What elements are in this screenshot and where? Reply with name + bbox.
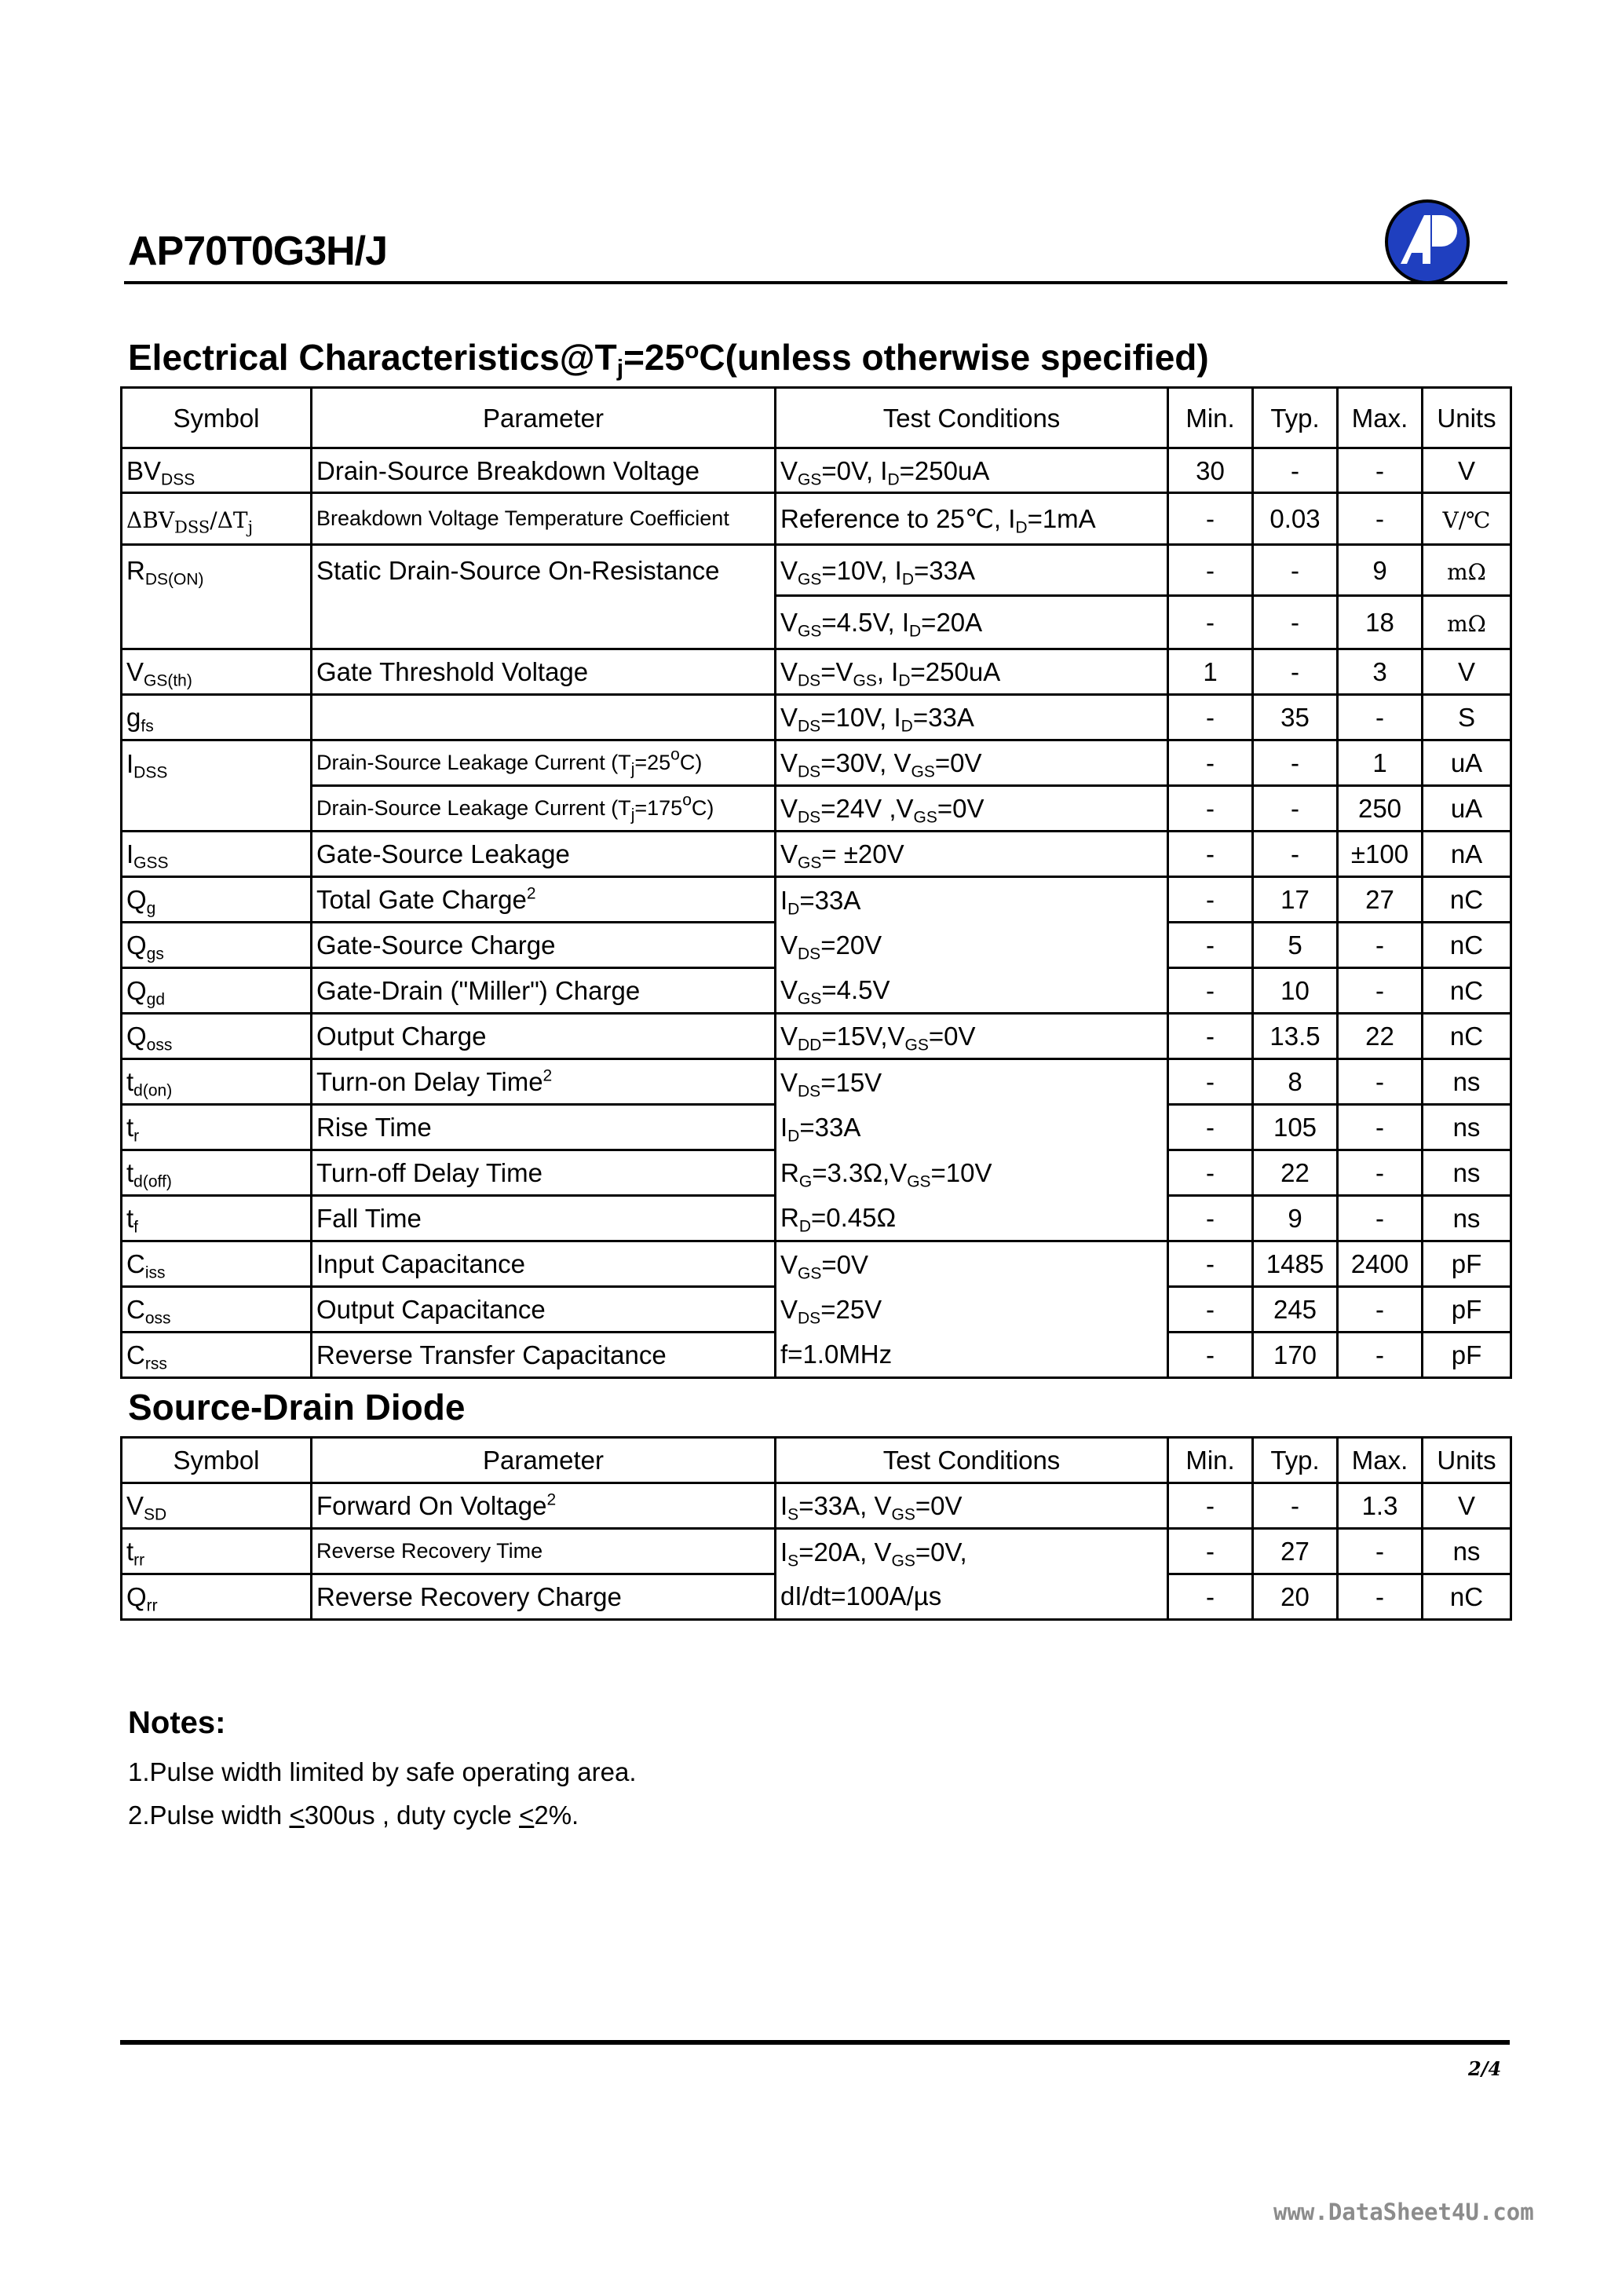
cell-units: ns [1423, 1529, 1511, 1574]
cell-max: 27 [1338, 877, 1423, 923]
cell-typ: 17 [1253, 877, 1338, 923]
electrical-characteristics-title: Electrical $Characteristics@T_j=25^oC(unless$ otherwise specified) [128, 337, 1209, 382]
header-symbol: Symbol [122, 1438, 312, 1483]
cell-typ: 22 [1253, 1150, 1338, 1196]
cell-typ: 35 [1253, 695, 1338, 740]
cell-symbol: $C_{oss}$ [122, 1287, 312, 1333]
cell-parameter: Rise Time [312, 1105, 776, 1150]
cell-units: mΩ [1423, 545, 1511, 596]
cell-typ: 8 [1253, 1059, 1338, 1105]
cell-parameter: Fall Time [312, 1196, 776, 1241]
cell-typ: 27 [1253, 1529, 1338, 1574]
footer-rule [120, 2040, 1510, 2045]
notes-title: Notes: [128, 1706, 226, 1740]
cell-symbol [122, 596, 312, 649]
cell-typ: 20 [1253, 1574, 1338, 1620]
cell-typ: - [1253, 786, 1338, 832]
cell-parameter: Output Capacitance [312, 1287, 776, 1333]
table-row [122, 1483, 1511, 1529]
cell-typ: 10 [1253, 968, 1338, 1014]
cell-min: 30 [1168, 448, 1253, 493]
table-row [122, 1241, 1511, 1287]
cell-conditions: $R_D=0.45\Omega$ [776, 1196, 1168, 1241]
cell-symbol: $I_{GSS}$ [122, 832, 312, 877]
cell-symbol: $V_{GS(th)}$ [122, 649, 312, 695]
header-conditions: Test Conditions [776, 388, 1168, 448]
cell-max: - [1338, 1333, 1423, 1378]
table-header-row [122, 1438, 1511, 1483]
cell-conditions: $V_{DS}=10V$, $I_D=33A$ [776, 695, 1168, 740]
table-row [122, 1014, 1511, 1059]
cell-max: - [1338, 448, 1423, 493]
cell-symbol [122, 786, 312, 832]
cell-parameter: Reverse Recovery Time [312, 1529, 776, 1574]
cell-parameter [312, 695, 776, 740]
table-row [122, 968, 1511, 1014]
cell-typ: 245 [1253, 1287, 1338, 1333]
cell-parameter: Drain-Source Leakage Current $(T_j=25^oC)$ [312, 740, 776, 786]
cell-units: nC [1423, 1014, 1511, 1059]
cell-max: 9 [1338, 545, 1423, 596]
cell-units: V [1423, 1483, 1511, 1529]
table-row [122, 695, 1511, 740]
cell-conditions: $I_D=33A$ [776, 1105, 1168, 1150]
cell-min: - [1168, 1574, 1253, 1620]
cell-units: uA [1423, 786, 1511, 832]
cell-typ: 1485 [1253, 1241, 1338, 1287]
cell-max: 1 [1338, 740, 1423, 786]
table-row [122, 1105, 1511, 1150]
cell-max: - [1338, 1059, 1423, 1105]
cell-max: - [1338, 1150, 1423, 1196]
table-row [122, 740, 1511, 786]
cell-symbol: $Q_{rr}$ [122, 1574, 312, 1620]
cell-units: ns [1423, 1105, 1511, 1150]
cell-max: 18 [1338, 596, 1423, 649]
cell-symbol: $BV_{DSS}$ [122, 448, 312, 493]
cell-units: pF [1423, 1287, 1511, 1333]
cell-min: - [1168, 923, 1253, 968]
cell-conditions: $V_{GS}=10V$, $I_D=33A$ [776, 545, 1168, 596]
cell-symbol: $R_{DS(ON)}$ [122, 545, 312, 596]
cell-symbol: $Q_{gs}$ [122, 923, 312, 968]
cell-min: - [1168, 968, 1253, 1014]
cell-conditions: $V_{DS}=V_{GS}$, $I_D=250uA$ [776, 649, 1168, 695]
cell-conditions: $V_{GS}=4.5V$, $I_D=20A$ [776, 596, 1168, 649]
cell-min: - [1168, 1529, 1253, 1574]
cell-symbol: $g_{fs}$ [122, 695, 312, 740]
cell-typ: 13.5 [1253, 1014, 1338, 1059]
table-row [122, 1287, 1511, 1333]
cell-typ: - [1253, 832, 1338, 877]
cell-units: V [1423, 448, 1511, 493]
cell-min: - [1168, 1196, 1253, 1241]
cell-min: - [1168, 545, 1253, 596]
cell-symbol: $V_{SD}$ [122, 1483, 312, 1529]
cell-conditions: $V_{DD}=15V,V_{GS}=0V$ [776, 1014, 1168, 1059]
cell-typ: 105 [1253, 1105, 1338, 1150]
table-row [122, 1196, 1511, 1241]
cell-min: - [1168, 1150, 1253, 1196]
cell-symbol: $t_f$ [122, 1196, 312, 1241]
table-row [122, 1333, 1511, 1378]
cell-typ: - [1253, 545, 1338, 596]
cell-max: - [1338, 1196, 1423, 1241]
cell-max: - [1338, 1574, 1423, 1620]
cell-max: - [1338, 1529, 1423, 1574]
table-row [122, 1574, 1511, 1620]
cell-parameter [312, 596, 776, 649]
cell-units: ns [1423, 1196, 1511, 1241]
cell-symbol: $C_{rss}$ [122, 1333, 312, 1378]
table-row [122, 545, 1511, 596]
cell-parameter: Gate-Source Leakage [312, 832, 776, 877]
cell-units: nC [1423, 877, 1511, 923]
cell-units: mΩ [1423, 596, 1511, 649]
table-row [122, 596, 1511, 649]
cell-min: - [1168, 596, 1253, 649]
cell-conditions: f=1.0MHz [776, 1333, 1168, 1378]
cell-min: - [1168, 493, 1253, 545]
cell-conditions: $V_{DS}=30V$, $V_{GS}=0V$ [776, 740, 1168, 786]
cell-typ: - [1253, 649, 1338, 695]
header-min: Min. [1168, 1438, 1253, 1483]
table-row [122, 1150, 1511, 1196]
cell-max: 22 [1338, 1014, 1423, 1059]
cell-parameter: Gate-Drain ("Miller") Charge [312, 968, 776, 1014]
cell-conditions: $V_{DS}=25V$ [776, 1287, 1168, 1333]
table-row [122, 448, 1511, 493]
watermark: www.DataSheet4U.com [1273, 2199, 1534, 2225]
cell-parameter: Breakdown Voltage Temperature Coefficient [312, 493, 776, 545]
cell-max: - [1338, 923, 1423, 968]
cell-typ: 9 [1253, 1196, 1338, 1241]
part-number-title: AP70T0G3H/J [128, 229, 388, 274]
cell-typ: - [1253, 448, 1338, 493]
table-header-row [122, 388, 1511, 448]
header-symbol: Symbol [122, 388, 312, 448]
cell-min: - [1168, 832, 1253, 877]
table-row [122, 1059, 1511, 1105]
cell-max: 250 [1338, 786, 1423, 832]
cell-symbol: $Q_{oss}$ [122, 1014, 312, 1059]
cell-min: - [1168, 1059, 1253, 1105]
cell-max: 2400 [1338, 1241, 1423, 1287]
cell-symbol: $Q_{gd}$ [122, 968, 312, 1014]
cell-conditions: dI/dt=100A/µs [776, 1574, 1168, 1620]
cell-conditions: $V_{GS}=0V$, $I_D=250uA$ [776, 448, 1168, 493]
cell-symbol: $I_{DSS}$ [122, 740, 312, 786]
cell-units: pF [1423, 1241, 1511, 1287]
source-drain-diode-title: Source-Drain Diode [128, 1387, 466, 1428]
cell-conditions: $I_S=20A$, $V_{GS}=0V$, [776, 1529, 1168, 1574]
header-units: Units [1423, 1438, 1511, 1483]
cell-min: - [1168, 1287, 1253, 1333]
cell-conditions: $V_{DS}=20V$ [776, 923, 1168, 968]
cell-symbol: $t_{d(on)}$ [122, 1059, 312, 1105]
cell-min: - [1168, 740, 1253, 786]
table-row [122, 649, 1511, 695]
cell-conditions: $R_G=3.3\Omega,V_{GS}=10V$ [776, 1150, 1168, 1196]
cell-units: nC [1423, 968, 1511, 1014]
cell-parameter: Gate Threshold Voltage [312, 649, 776, 695]
table-row [122, 832, 1511, 877]
cell-parameter: Total Gate Charge$^2$ [312, 877, 776, 923]
cell-typ: 0.03 [1253, 493, 1338, 545]
cell-conditions: $V_{GS}=0V$ [776, 1241, 1168, 1287]
header-typ: Typ. [1253, 1438, 1338, 1483]
cell-min: - [1168, 1333, 1253, 1378]
cell-units: S [1423, 695, 1511, 740]
cell-parameter: Drain-Source Breakdown Voltage [312, 448, 776, 493]
cell-min: - [1168, 877, 1253, 923]
cell-min: 1 [1168, 649, 1253, 695]
cell-conditions: $V_{DS}=24V$ $,V_{GS}=0V$ [776, 786, 1168, 832]
header-max: Max. [1338, 1438, 1423, 1483]
cell-conditions: $I_D=33A$ [776, 877, 1168, 923]
cell-units: ns [1423, 1059, 1511, 1105]
cell-symbol: $t_r$ [122, 1105, 312, 1150]
cell-units: nC [1423, 1574, 1511, 1620]
table-row [122, 493, 1511, 545]
cell-units: ns [1423, 1150, 1511, 1196]
cell-typ: - [1253, 596, 1338, 649]
cell-parameter: Output Charge [312, 1014, 776, 1059]
ap-logo-icon [1383, 198, 1471, 286]
header-parameter: Parameter [312, 1438, 776, 1483]
header-typ: Typ. [1253, 388, 1338, 448]
cell-min: - [1168, 1241, 1253, 1287]
cell-symbol: $\Delta BV_{DSS}/\Delta T_j$ [122, 493, 312, 545]
cell-min: - [1168, 1014, 1253, 1059]
cell-max: - [1338, 1105, 1423, 1150]
cell-max: 3 [1338, 649, 1423, 695]
cell-conditions: $V_{GS}=4.5V$ [776, 968, 1168, 1014]
header-min: Min. [1168, 388, 1253, 448]
cell-typ: 5 [1253, 923, 1338, 968]
cell-parameter: Drain-Source Leakage Current $(T_j=175^oC)$ [312, 786, 776, 832]
header-max: Max. [1338, 388, 1423, 448]
cell-parameter: Turn-off Delay Time [312, 1150, 776, 1196]
cell-units: V [1423, 649, 1511, 695]
source-drain-diode-table [120, 1436, 1512, 1621]
cell-parameter: Forward On Voltage$^2$ [312, 1483, 776, 1529]
table-row [122, 786, 1511, 832]
cell-typ: - [1253, 740, 1338, 786]
cell-parameter: Reverse Recovery Charge [312, 1574, 776, 1620]
cell-symbol: $C_{iss}$ [122, 1241, 312, 1287]
cell-typ: - [1253, 1483, 1338, 1529]
cell-max: - [1338, 695, 1423, 740]
header-units: Units [1423, 388, 1511, 448]
electrical-characteristics-table [120, 386, 1512, 1379]
cell-parameter: Static Drain-Source On-Resistance [312, 545, 776, 596]
page-number: 2/4 [1468, 2057, 1502, 2080]
cell-units: nC [1423, 923, 1511, 968]
cell-parameter: Turn-on Delay Time$^2$ [312, 1059, 776, 1105]
cell-units: pF [1423, 1333, 1511, 1378]
table-row [122, 877, 1511, 923]
cell-max: 1.3 [1338, 1483, 1423, 1529]
cell-units: V/℃ [1423, 493, 1511, 545]
header-conditions: Test Conditions [776, 1438, 1168, 1483]
cell-max: - [1338, 968, 1423, 1014]
note-2: 2.Pulse width <300us , duty cycle <2%. [128, 1801, 579, 1830]
cell-symbol: $t_{d(off)}$ [122, 1150, 312, 1196]
cell-max: - [1338, 493, 1423, 545]
cell-min: - [1168, 695, 1253, 740]
cell-min: - [1168, 786, 1253, 832]
cell-min: - [1168, 1105, 1253, 1150]
header-rule [124, 281, 1507, 284]
cell-parameter: Reverse Transfer Capacitance [312, 1333, 776, 1378]
cell-max: ±100 [1338, 832, 1423, 877]
table-row [122, 923, 1511, 968]
header-parameter: Parameter [312, 388, 776, 448]
cell-parameter: Input Capacitance [312, 1241, 776, 1287]
cell-typ: 170 [1253, 1333, 1338, 1378]
cell-min: - [1168, 1483, 1253, 1529]
cell-conditions: $V_{DS}=15V$ [776, 1059, 1168, 1105]
cell-parameter: Gate-Source Charge [312, 923, 776, 968]
cell-symbol: $Q_g$ [122, 877, 312, 923]
cell-conditions: $V_{GS}= \pm 20V$ [776, 832, 1168, 877]
cell-conditions: Reference to 25℃, $I_D=1mA$ [776, 493, 1168, 545]
cell-max: - [1338, 1287, 1423, 1333]
note-1: 1.Pulse width limited by safe operating area. [128, 1757, 637, 1786]
cell-symbol: $t_{rr}$ [122, 1529, 312, 1574]
cell-conditions: $I_S=33A$, $V_{GS}=0V$ [776, 1483, 1168, 1529]
cell-units: nA [1423, 832, 1511, 877]
table-row [122, 1529, 1511, 1574]
cell-units: uA [1423, 740, 1511, 786]
